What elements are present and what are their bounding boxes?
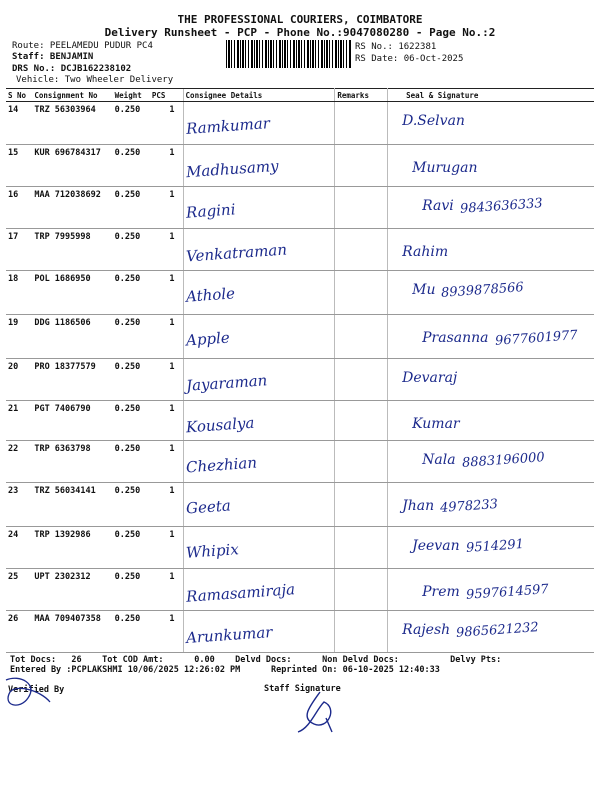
table-row [6, 315, 594, 359]
table-row [6, 359, 594, 401]
row-pcs: 1 [150, 569, 183, 611]
table-row [6, 611, 594, 653]
row-pcs: 1 [150, 187, 183, 229]
row-pcs: 1 [150, 145, 183, 187]
phone-handwriting: 9843636333 [459, 196, 543, 217]
row-pcs: 1 [150, 611, 183, 653]
row-consignment-no: KUR 696784317 [32, 145, 112, 187]
row-sno: 26 [6, 611, 32, 653]
table-row [6, 271, 594, 315]
row-sno: 14 [6, 102, 32, 145]
staff-signature-label: Staff Signature [264, 684, 341, 694]
row-weight: 0.250 [113, 401, 150, 441]
row-remarks [335, 359, 388, 401]
row-consignment-no: TRP 1392986 [32, 527, 112, 569]
verified-signature-scribble [0, 672, 60, 722]
row-weight: 0.250 [113, 527, 150, 569]
row-consignment-no: POL 1686950 [32, 271, 112, 315]
table-row [6, 483, 594, 527]
row-sno: 19 [6, 315, 32, 359]
row-pcs: 1 [150, 527, 183, 569]
consignee-handwriting: Ramkumar [185, 114, 270, 138]
signature-handwriting: Kumar [412, 416, 460, 432]
table-row [6, 229, 594, 271]
row-remarks [335, 315, 388, 359]
signature-handwriting: Ravi [422, 198, 454, 214]
signature-handwriting: Prem [422, 584, 460, 600]
row-weight: 0.250 [113, 483, 150, 527]
table-row [6, 187, 594, 229]
row-weight: 0.250 [113, 271, 150, 315]
row-weight: 0.250 [113, 187, 150, 229]
barcode-image [226, 40, 352, 68]
row-remarks [335, 229, 388, 271]
table-row [6, 527, 594, 569]
consignee-handwriting: Whipix [184, 540, 239, 562]
row-sno: 18 [6, 271, 32, 315]
table-row [6, 441, 594, 483]
row-weight: 0.250 [113, 441, 150, 483]
row-weight: 0.250 [113, 145, 150, 187]
phone-handwriting: 9677601977 [494, 328, 578, 349]
phone-handwriting: 8883196000 [461, 450, 545, 471]
col-signature: Seal & Signature [388, 89, 594, 102]
row-sno: 20 [6, 359, 32, 401]
phone-handwriting: 9865621232 [455, 620, 540, 641]
staff-signature-scribble [280, 688, 360, 738]
row-weight: 0.250 [113, 359, 150, 401]
consignee-handwriting: Jayaraman [185, 371, 268, 395]
col-remarks: Remarks [335, 89, 388, 102]
signature-handwriting: Murugan [412, 160, 478, 176]
row-pcs: 1 [150, 229, 183, 271]
row-remarks [335, 187, 388, 229]
table-row [6, 569, 594, 611]
row-remarks [335, 145, 388, 187]
signature-handwriting: Jhan [402, 498, 435, 514]
signature-handwriting: Prasanna [422, 330, 489, 346]
consignee-handwriting: Apple [184, 328, 230, 350]
rs-date: RS Date: 06-Oct-2025 [355, 54, 464, 64]
row-sno: 17 [6, 229, 32, 271]
consignee-handwriting: Kousalya [185, 413, 255, 437]
consignee-handwriting: Ragini [184, 200, 236, 222]
route-label: Route: PEELAMEDU PUDUR PC4 [12, 41, 153, 51]
runsheet-table [6, 88, 594, 653]
row-remarks [335, 441, 388, 483]
row-pcs: 1 [150, 359, 183, 401]
row-remarks [335, 401, 388, 441]
row-pcs: 1 [150, 102, 183, 145]
row-consignment-no: TRP 6363798 [32, 441, 112, 483]
col-consignment: Consignment No [32, 89, 112, 102]
row-sno: 24 [6, 527, 32, 569]
row-consignment-no: DDG 1186506 [32, 315, 112, 359]
signature-handwriting: Rajesh [402, 622, 451, 638]
row-consignment-no: PRO 18377579 [32, 359, 112, 401]
row-remarks [335, 569, 388, 611]
row-consignment-no: TRZ 56034141 [32, 483, 112, 527]
table-row [6, 401, 594, 441]
drs-number: DRS No.: DCJB162238102 [12, 64, 132, 74]
consignee-handwriting: Arunkumar [185, 623, 273, 647]
row-sno: 15 [6, 145, 32, 187]
row-pcs: 1 [150, 271, 183, 315]
verified-by-label: Verified By [8, 685, 65, 695]
document-title: THE PROFESSIONAL COURIERS, COIMBATORE [177, 13, 423, 26]
phone-handwriting: 9514291 [465, 536, 524, 557]
row-weight: 0.250 [113, 611, 150, 653]
signature-handwriting: Mu [412, 282, 436, 298]
row-consignment-no: MAA 712038692 [32, 187, 112, 229]
row-weight: 0.250 [113, 315, 150, 359]
col-consignee: Consignee Details [183, 89, 335, 102]
consignee-handwriting: Venkatraman [185, 240, 288, 266]
consignee-handwriting: Madhusamy [185, 156, 279, 182]
row-pcs: 1 [150, 483, 183, 527]
row-consignment-no: UPT 2302312 [32, 569, 112, 611]
consignee-handwriting: Geeta [184, 496, 231, 518]
row-sno: 22 [6, 441, 32, 483]
table-row [6, 102, 594, 145]
row-consignment-no: TRZ 56303964 [32, 102, 112, 145]
row-weight: 0.250 [113, 569, 150, 611]
document-subtitle: Delivery Runsheet - PCP - Phone No.:9047080280 - Page No.:2 [104, 26, 496, 39]
vehicle-label: Vehicle: Two Wheeler Delivery [16, 75, 174, 85]
signature-handwriting: Nala [422, 452, 456, 468]
consignee-handwriting: Ramasamiraja [185, 580, 296, 606]
consignee-handwriting: Chezhian [185, 453, 258, 477]
col-sno: S No [6, 89, 32, 102]
row-sno: 21 [6, 401, 32, 441]
signature-handwriting: Rahim [402, 244, 449, 260]
row-remarks [335, 611, 388, 653]
row-sno: 16 [6, 187, 32, 229]
table-header-row [6, 89, 594, 102]
row-pcs: 1 [150, 315, 183, 359]
col-pcs: PCS [150, 89, 183, 102]
row-consignment-no: MAA 709407358 [32, 611, 112, 653]
col-weight: Weight [113, 89, 150, 102]
rs-number: RS No.: 1622381 [355, 42, 437, 52]
row-sno: 25 [6, 569, 32, 611]
phone-handwriting: 9597614597 [465, 582, 549, 603]
signature-handwriting: Devaraj [402, 370, 458, 386]
consignee-handwriting: Athole [184, 284, 236, 306]
entered-by-line: Entered By :PCPLAKSHMI 10/06/2025 12:26:02 PM Reprinted On: 06-10-2025 12:40:33 [10, 665, 440, 675]
row-remarks [335, 527, 388, 569]
row-remarks [335, 271, 388, 315]
row-consignment-no: TRP 7995998 [32, 229, 112, 271]
signature-handwriting: Jeevan [412, 538, 460, 554]
phone-handwriting: 8939878566 [441, 280, 525, 301]
row-weight: 0.250 [113, 229, 150, 271]
row-consignment-no: PGT 7406790 [32, 401, 112, 441]
row-remarks [335, 102, 388, 145]
signature-handwriting: D.Selvan [402, 113, 465, 129]
row-remarks [335, 483, 388, 527]
row-pcs: 1 [150, 401, 183, 441]
table-row [6, 145, 594, 187]
phone-handwriting: 4978233 [439, 496, 499, 517]
row-weight: 0.250 [113, 102, 150, 145]
row-pcs: 1 [150, 441, 183, 483]
row-sno: 23 [6, 483, 32, 527]
staff-label: Staff: BENJAMIN [12, 52, 94, 62]
totals-line: Tot Docs: 26 Tot COD Amt: 0.00 Delvd Docs: Non Delvd Docs: Delvy Pts: [10, 655, 502, 665]
